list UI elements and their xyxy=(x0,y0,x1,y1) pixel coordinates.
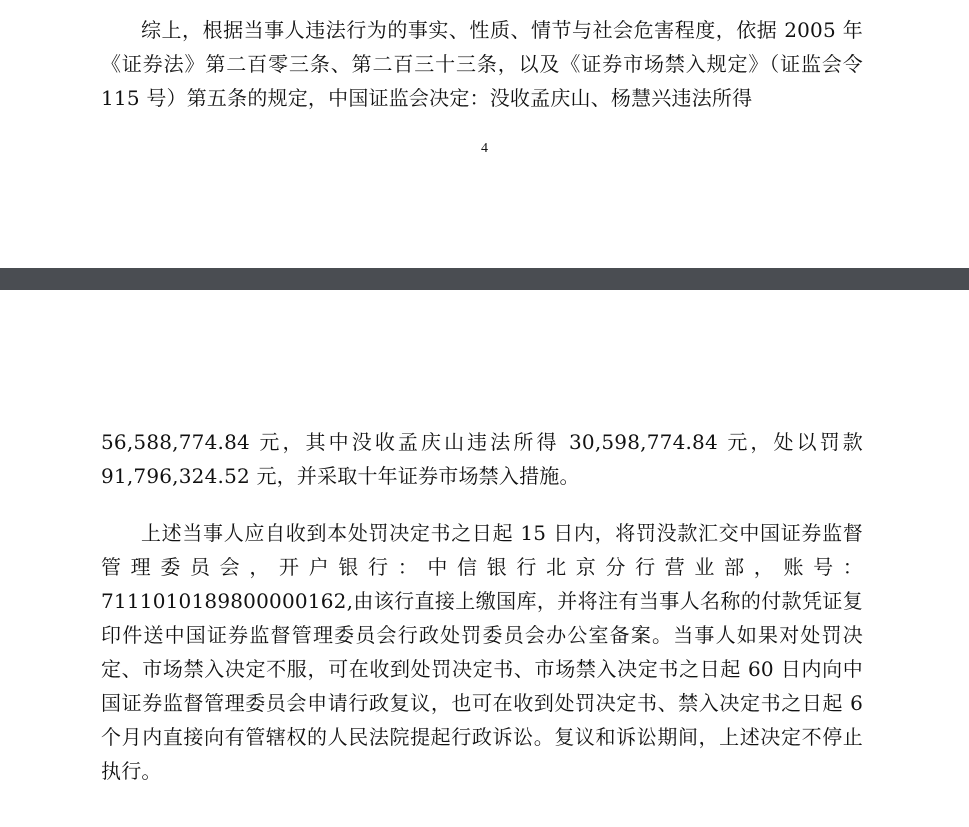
page-separator xyxy=(0,268,969,290)
document-page-top xyxy=(0,0,969,268)
penalty-amount-paragraph: 56,588,774.84 元，其中没收孟庆山违法所得 30,598,774.84 元，处以罚款 91,796,324.52 元，并采取十年证券市场禁入措施。 xyxy=(101,430,863,488)
document-page-bottom xyxy=(0,290,969,827)
decision-paragraph: 综上，根据当事人违法行为的事实、性质、情节与社会危害程度，依据 2005 年《证券法》第二百零三条、第二百三十三条，以及《证券市场禁入规定》（证监会令 115 号）第五条的规定，中国证监会决定：没收孟庆山、杨慧兴违法所得 xyxy=(101,18,863,110)
page-number: 4 xyxy=(481,141,488,156)
payment-instructions-paragraph: 上述当事人应自收到本处罚决定书之日起 15 日内，将罚没款汇交中国证券监督管理委员会，开户银行：中信银行北京分行营业部，账号：7111010189800000162,由该行直接上缴国库，并将注有当事人名称的付款凭证复印件送中国证券监督管理委员会行政处罚委员会办公室备案。当事人如果对处罚决定、市场禁入决定不服，可在收到处罚决定书、市场禁入决定书之日起 60 日内向中国证券监督管理委员会申请行政复议，也可在收到处罚决定书、禁入决定书之日起 6 个月内直接向有管辖权的人民法院提起行政诉讼。复议和诉讼期间，上述决定不停止执行。 xyxy=(101,521,863,783)
